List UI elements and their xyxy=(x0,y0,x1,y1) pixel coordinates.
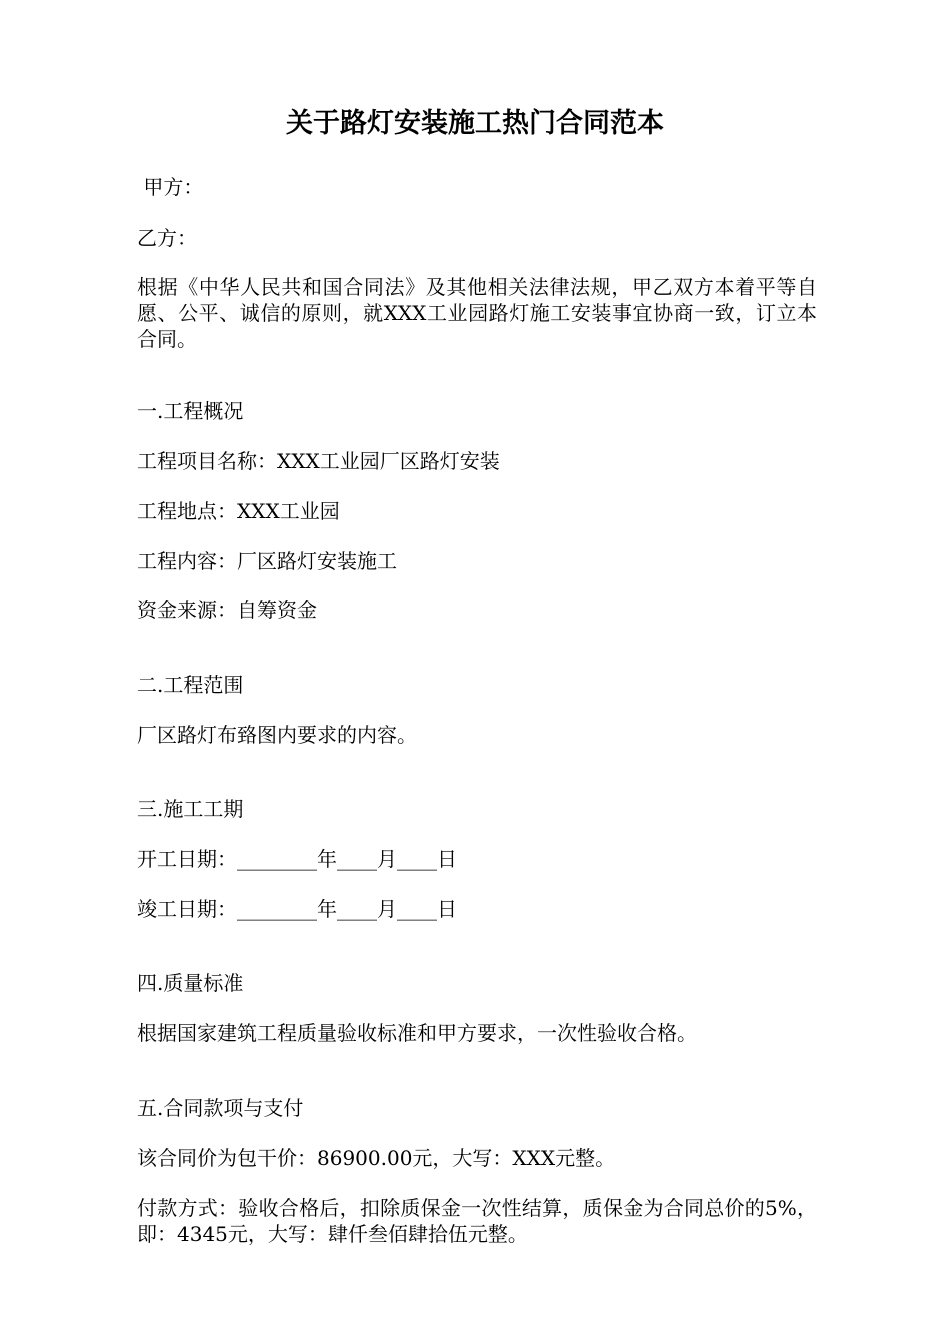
start-date-line: 开工日期：________年____月____日 xyxy=(137,847,457,871)
quality-text: 根据国家建筑工程质量验收标准和甲方要求，一次性验收合格。 xyxy=(137,1021,697,1045)
end-date-line: 竣工日期：________年____月____日 xyxy=(137,897,457,921)
intro-paragraph: 根据《中华人民共和国合同法》及其他相关法律法规，甲乙双方本着平等自愿、公平、诚信的原则，就XXX工业园路灯施工安装事宜协商一致，订立本合同。 xyxy=(137,275,817,351)
section-5-heading: 五.合同款项与支付 xyxy=(137,1096,304,1120)
section-3-heading: 三.施工工期 xyxy=(137,797,244,821)
payment-method-paragraph: 付款方式：验收合格后，扣除质保金一次性结算，质保金为合同总价的5%，即：4345元，大写：肆仟叁佰肆拾伍元整。 xyxy=(137,1196,817,1246)
document-title: 关于路灯安装施工热门合同范本 xyxy=(286,108,664,139)
project-name-line: 工程项目名称：XXX工业园厂区路灯安装 xyxy=(137,449,500,473)
section-2-heading: 二.工程范围 xyxy=(137,673,244,697)
party-a-line: 甲方： xyxy=(137,175,204,199)
funding-source-line: 资金来源：自筹资金 xyxy=(137,598,317,622)
project-location-line: 工程地点：XXX工业园 xyxy=(137,499,340,523)
scope-text: 厂区路灯布臵图内要求的内容。 xyxy=(137,723,417,747)
section-1-heading: 一.工程概况 xyxy=(137,399,244,423)
project-content-line: 工程内容：厂区路灯安装施工 xyxy=(137,549,397,573)
contract-price-line: 该合同价为包干价：86900.00元，大写：XXX元整。 xyxy=(137,1146,616,1170)
party-b-line: 乙方： xyxy=(137,226,197,250)
section-4-heading: 四.质量标准 xyxy=(137,971,244,995)
